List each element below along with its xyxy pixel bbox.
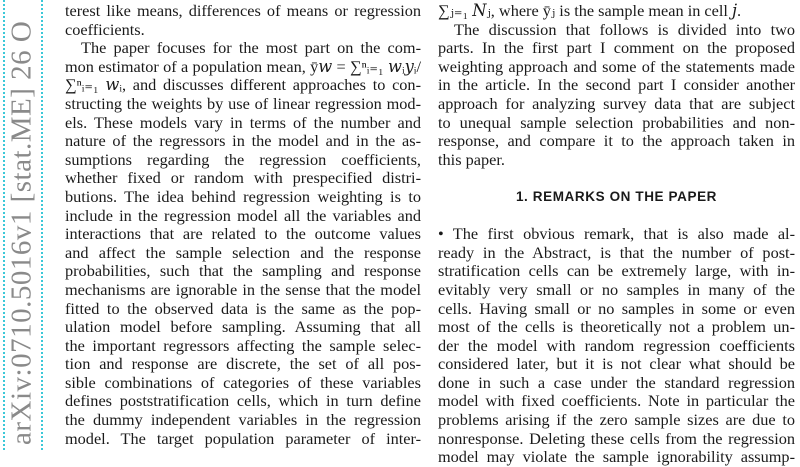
spacer (438, 207, 795, 226)
text-line: mechanisms are ignorable in the sense that the model (65, 279, 421, 299)
text-line: tion and response are discrete, the set of all pos- (65, 354, 421, 374)
stamp-border-right (41, 0, 43, 450)
text-line: interactions that are related to the outcome values (65, 224, 421, 244)
text-line: ready in the Abstract, is that the number of post- (438, 242, 795, 262)
section-heading: 1. REMARKS ON THE PAPER (515, 188, 718, 204)
text-line: considered later, but it is not clear what should be (438, 354, 795, 374)
text-line: include in the regression model all the variables and (65, 205, 421, 225)
intro-paragraphs (438, 2, 795, 169)
text-line: • The first obvious remark, that is also made al- (438, 224, 795, 244)
text-line: butions. The idea behind regression weighting is to (65, 186, 421, 206)
text-line: and affect the sample selection and the response (65, 242, 421, 262)
text-line: structing the weights by use of linear regression mod- (65, 93, 421, 113)
text-line: model. The target population parameter of inter- (65, 428, 421, 448)
text-line: mon estimator of a population mean, ȳ𝑤 = ∑ⁿᵢ₌₁ 𝑤ᵢ𝑦ᵢ/ (65, 56, 421, 76)
section-body (438, 225, 795, 467)
text-line: approach for analyzing survey data that are subject (438, 93, 795, 113)
text-line: fitted to the observed data is the same as the pop- (65, 298, 421, 318)
text-line: els. These models vary in terms of the number and (65, 112, 421, 132)
text-line: ∑ⁿᵢ₌₁ 𝑤ᵢ, and discusses different approaches to con- (65, 75, 421, 95)
text-line: probabilities, such that the sampling and response (65, 261, 421, 281)
text-line: der the model with random regression coefficients (438, 335, 795, 355)
text-line: whether fixed or random with prespecified distri- (65, 168, 421, 188)
text-line: model may violate the sample ignorability assump- (438, 447, 795, 467)
text-line: evitably very small or no samples in many of the (438, 279, 795, 299)
text-line: sible combinations of categories of these variables (65, 372, 421, 392)
text-line: terest like means, differences of means or regression (65, 1, 421, 20)
text-line: problems arising if the zero sample sizes are due to (438, 410, 795, 430)
text-line: weighting approach and some of the statements made (438, 56, 795, 76)
text-line: this paper. (438, 149, 505, 169)
text-line: The paper focuses for the most part on the com- (81, 38, 421, 58)
text-line: done in such a case under the standard regression (438, 372, 795, 392)
text-line: ulation model before sampling. Assuming that all (65, 317, 421, 337)
text-line: to unequal sample selection probabilities and non- (438, 112, 795, 132)
text-line: nonresponse. Deleting these cells from the regression (438, 428, 795, 448)
text-line: cells. Having small or no samples in some or even (438, 298, 795, 318)
text-line: coefficients. (65, 19, 145, 39)
text-line: the important regressors affecting the sample selec- (65, 335, 421, 355)
text-line: The discussion that follows is divided into two (454, 19, 795, 39)
text-line: parts. In the first part I comment on the proposed (438, 38, 795, 58)
text-line: the dummy independent variables in the regression (65, 410, 421, 430)
text-line: response, and compare it to the approach taken in (438, 131, 795, 151)
text-line: most of the cells is theoretically not a problem un- (438, 317, 795, 337)
text-line: nature of the regressors in the model and in the as- (65, 131, 421, 151)
spacer (438, 169, 795, 188)
arxiv-identifier-stamp: arXiv:0710.5016v1 [stat.ME] 26 O (5, 20, 38, 445)
text-line: defines poststratification cells, which in turn define (65, 391, 421, 411)
left-column (65, 2, 421, 448)
text-line: in the article. In the second part I consider another (438, 75, 795, 95)
right-column (438, 2, 795, 467)
text-line: stratification cells can be extremely large, with in- (438, 261, 795, 281)
text-line: ∑ⱼ₌₁ 𝑁ⱼ, where ȳⱼ is the sample mean in cell 𝑗. (438, 1, 742, 20)
text-line: model with fixed coefficients. Note in particular the (438, 391, 795, 411)
text-line: sumptions regarding the regression coefficients, (65, 149, 421, 169)
